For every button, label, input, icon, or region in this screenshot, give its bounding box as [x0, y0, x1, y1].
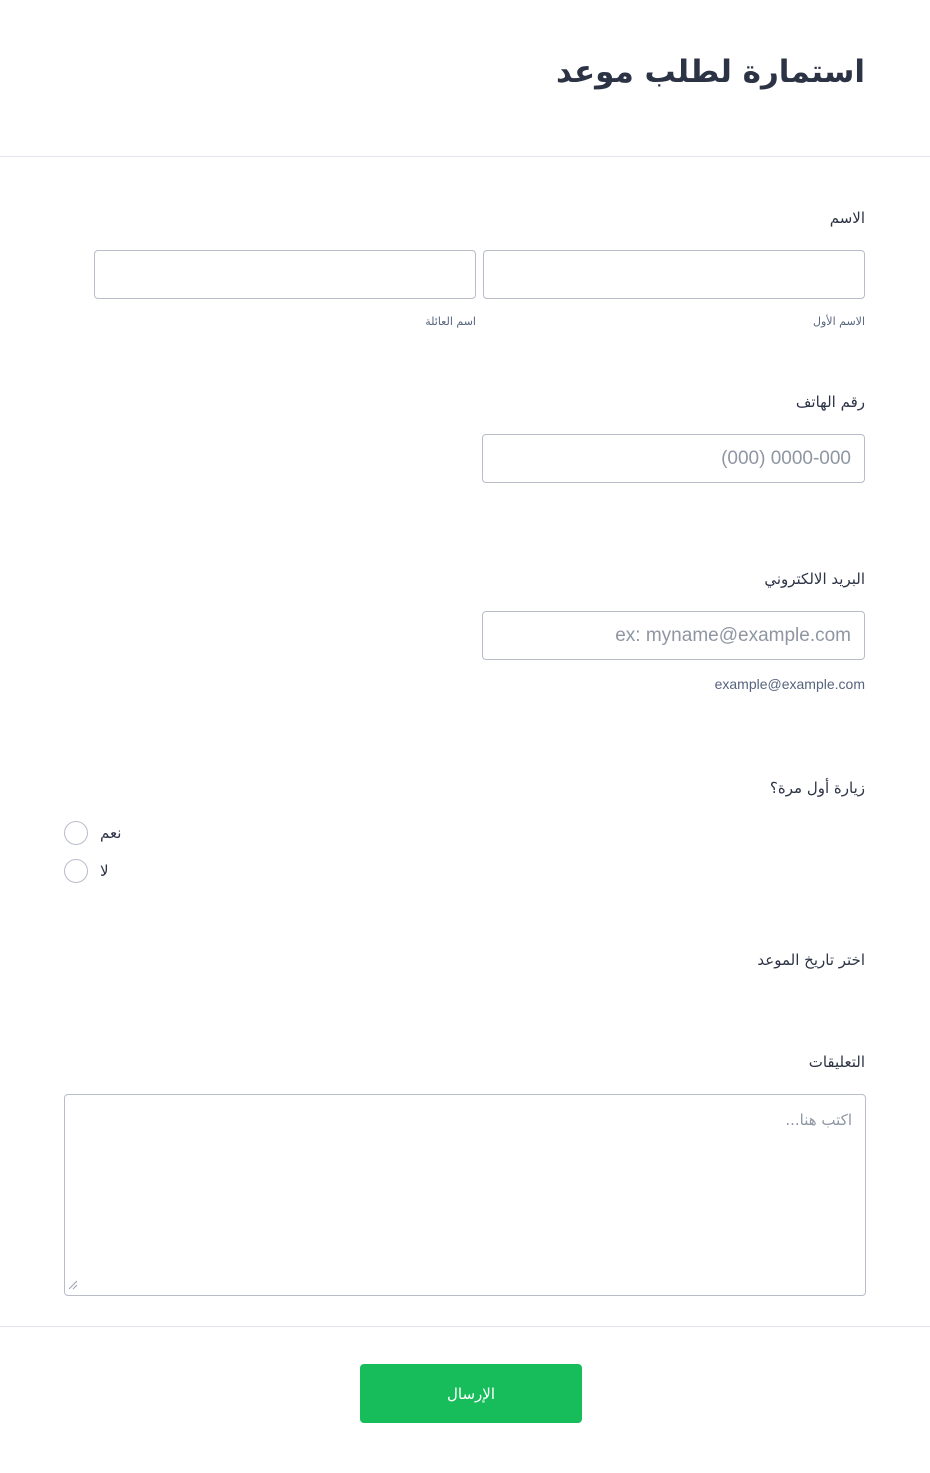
form-title: استمارة لطلب موعد [556, 54, 865, 90]
resize-grip-icon[interactable] [68, 1280, 78, 1290]
last-name-sublabel: اسم العائلة [425, 315, 476, 328]
first-visit-label: زيارة أول مرة؟ [769, 779, 865, 797]
submit-button[interactable]: الإرسال [360, 1364, 582, 1423]
radio-option-yes[interactable] [64, 821, 121, 845]
email-label: البريد الالكتروني [764, 570, 865, 588]
first-name-input[interactable] [483, 250, 865, 299]
form-header [0, 0, 930, 157]
radio-option-no[interactable] [64, 859, 109, 883]
email-hint: example@example.com [714, 676, 865, 692]
date-label: اختر تاريخ الموعد [757, 951, 865, 969]
phone-input[interactable] [482, 434, 865, 483]
first-name-sublabel: الاسم الأول [813, 315, 865, 328]
footer-divider [0, 1326, 930, 1327]
email-input[interactable] [482, 611, 865, 660]
name-label: الاسم [829, 209, 865, 227]
radio-no-label: لا [100, 862, 109, 880]
radio-yes[interactable] [64, 821, 88, 845]
comments-label: التعليقات [808, 1053, 865, 1071]
last-name-input[interactable] [94, 250, 476, 299]
phone-label: رقم الهاتف [795, 393, 865, 411]
radio-no[interactable] [64, 859, 88, 883]
radio-yes-label: نعم [100, 824, 122, 842]
comments-textarea[interactable] [64, 1094, 866, 1296]
